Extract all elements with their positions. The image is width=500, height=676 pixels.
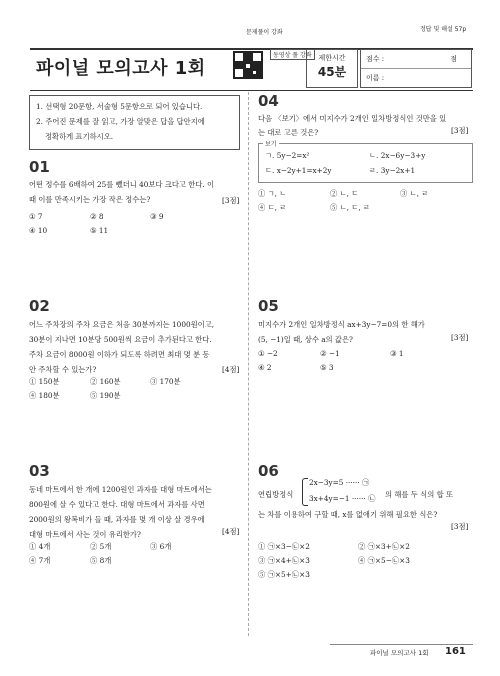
answer-option[interactable]: ③ ㉠×4+㉡×3 <box>258 556 310 565</box>
question-points: [3점] <box>451 522 469 531</box>
answer-option[interactable]: ① 150분 <box>29 377 60 386</box>
answer-option[interactable]: ② −1 <box>320 349 340 358</box>
example-item: ㄹ. 3y−2x+1 <box>369 166 416 175</box>
page-title: 파이널 모의고사 1회 <box>36 58 206 79</box>
answer-option[interactable]: ⑤ 11 <box>90 226 109 235</box>
question-number: 04 <box>258 92 279 110</box>
answer-option[interactable]: ④ ㄷ, ㄹ <box>258 203 287 212</box>
answer-option[interactable]: ③ ㄴ, ㄹ <box>400 189 429 198</box>
answer-option[interactable]: ⑤ 8개 <box>90 556 112 565</box>
answer-option[interactable]: ② 8 <box>90 212 104 221</box>
answer-option[interactable]: ① −2 <box>258 349 278 358</box>
answer-option[interactable]: ① 7 <box>29 212 43 221</box>
qr-caption: 문제풀이 강좌 <box>246 29 283 36</box>
time-limit-box <box>306 49 358 88</box>
question-text: 대형 마트에서 사는 것이 유리한가? <box>29 530 141 539</box>
footer-rule <box>330 644 473 645</box>
question-text: 때 이를 만족시키는 가장 작은 정수는? <box>29 195 151 204</box>
answer-option[interactable]: ② ㄴ, ㄷ <box>330 189 359 198</box>
question-text: 안 주차할 수 있는가? <box>29 365 97 374</box>
question-number: 02 <box>29 297 50 315</box>
instruction-3: 정확하게 표기하시오. <box>45 132 114 141</box>
answer-option[interactable]: ④ ㉠×5−㉡×3 <box>358 556 410 565</box>
answer-option[interactable]: ⑤ 3 <box>320 363 334 372</box>
answer-option[interactable]: ② ㉠×3+㉡×2 <box>358 542 410 551</box>
question-number: 06 <box>258 462 279 480</box>
answer-option[interactable]: ⑤ ㄴ, ㄷ, ㄹ <box>330 203 371 212</box>
question-text: 2000원의 왕복비가 들 때, 과자를 몇 개 이상 살 경우에 <box>29 515 205 524</box>
equation-1: 2x−3y=5 ······ ㉠ <box>309 478 370 487</box>
answer-option[interactable]: ③ 170분 <box>150 377 181 386</box>
video-lecture-badge[interactable]: 동영상 풀 강좌 <box>270 49 315 60</box>
question-text: 는 대로 고른 것은? <box>258 128 319 137</box>
answer-option[interactable]: ① ㄱ, ㄴ <box>258 189 287 198</box>
answer-option[interactable]: ② 5개 <box>90 542 112 551</box>
question-points: [3점] <box>451 333 469 342</box>
question-number: 01 <box>29 158 50 176</box>
column-divider <box>248 92 249 636</box>
example-box-label: 보기 <box>265 141 277 148</box>
qr-code-icon[interactable] <box>233 51 263 79</box>
time-limit-value: 45분 <box>317 65 347 79</box>
answer-reference: 정답 및 해설 57p <box>420 26 467 33</box>
brace <box>302 478 308 506</box>
question-points: [3점] <box>222 196 240 205</box>
question-text: 800원에 살 수 있다고 한다. 대형 마트에서 과자를 사면 <box>29 500 205 509</box>
answer-option[interactable]: ③ 1 <box>390 349 404 358</box>
time-limit-label: 제한시간 <box>318 54 346 62</box>
question-text: 의 해를 두 식의 합 또 <box>385 490 453 499</box>
question-text: 주차 요금이 8000원 이하가 되도록 하려면 최대 몇 분 동 <box>29 350 210 359</box>
question-text: (5, −1)일 때, 상수 a의 값은? <box>258 335 353 344</box>
question-text: 다음 〈보기〉에서 미지수가 2개인 일차방정식인 것만을 있 <box>258 114 447 123</box>
question-text: 미지수가 2개인 일차방정식 ax+3y−7=0의 한 해가 <box>258 320 425 329</box>
answer-option[interactable]: ④ 7개 <box>29 556 51 565</box>
instructions-box <box>29 95 240 150</box>
answer-option[interactable]: ⑤ ㉠×5+㉡×3 <box>258 570 310 579</box>
instruction-1: 1. 선택형 20문항, 서술형 5문항으로 되어 있습니다. <box>36 102 203 111</box>
question-text: 연립방정식 <box>258 490 294 499</box>
question-number: 03 <box>29 462 50 480</box>
example-item: ㄷ. x−2y+1=x+2y <box>265 166 332 175</box>
answer-option[interactable]: ⑤ 190분 <box>90 391 121 400</box>
question-points: [4점] <box>222 365 240 374</box>
answer-option[interactable]: ③ 9 <box>150 212 164 221</box>
answer-option[interactable]: ④ 180분 <box>29 391 60 400</box>
answer-option[interactable]: ④ 10 <box>29 226 48 235</box>
score-label: 점수 : <box>366 55 385 63</box>
example-item: ㄱ. 5y−2=x² <box>265 151 310 160</box>
name-label: 이름 : <box>366 74 385 82</box>
question-text: 동네 마트에서 한 개에 1200원인 과자를 대형 마트에서는 <box>29 485 212 494</box>
question-points: [4점] <box>222 527 240 536</box>
example-box <box>258 143 473 183</box>
answer-option[interactable]: ③ 6개 <box>150 542 172 551</box>
footer-label: 파이널 모의고사 1회 <box>370 649 429 657</box>
score-name-box <box>360 49 472 88</box>
question-points: [3점] <box>451 126 469 135</box>
answer-option[interactable]: ① ㉠×3−㉡×2 <box>258 542 310 551</box>
instruction-2: 2. 주어진 문제를 잘 읽고, 가장 알맞은 답을 답안지에 <box>36 117 205 126</box>
answer-option[interactable]: ① 4개 <box>29 542 51 551</box>
equation-2: 3x+4y=−1 ······ ㉡ <box>309 494 376 503</box>
answer-option[interactable]: ② 160분 <box>90 377 121 386</box>
example-item: ㄴ. 2x−6y−3+y <box>369 151 426 160</box>
question-text: 어느 주차장의 주차 요금은 처음 30분까지는 1000원이고, <box>29 320 215 329</box>
question-number: 05 <box>258 297 279 315</box>
question-text: 는 차를 이용하여 구할 때, x를 없애기 위해 필요한 식은? <box>258 510 438 519</box>
score-unit: 점 <box>450 55 457 63</box>
question-text: 30분이 지나면 10분당 500원씩 요금이 추가된다고 한다. <box>29 335 212 344</box>
answer-option[interactable]: ④ 2 <box>258 363 272 372</box>
question-text: 어떤 정수를 6배하여 25를 뺐더니 40보다 크다고 한다. 이 <box>29 180 215 189</box>
page-number: 161 <box>445 646 466 657</box>
